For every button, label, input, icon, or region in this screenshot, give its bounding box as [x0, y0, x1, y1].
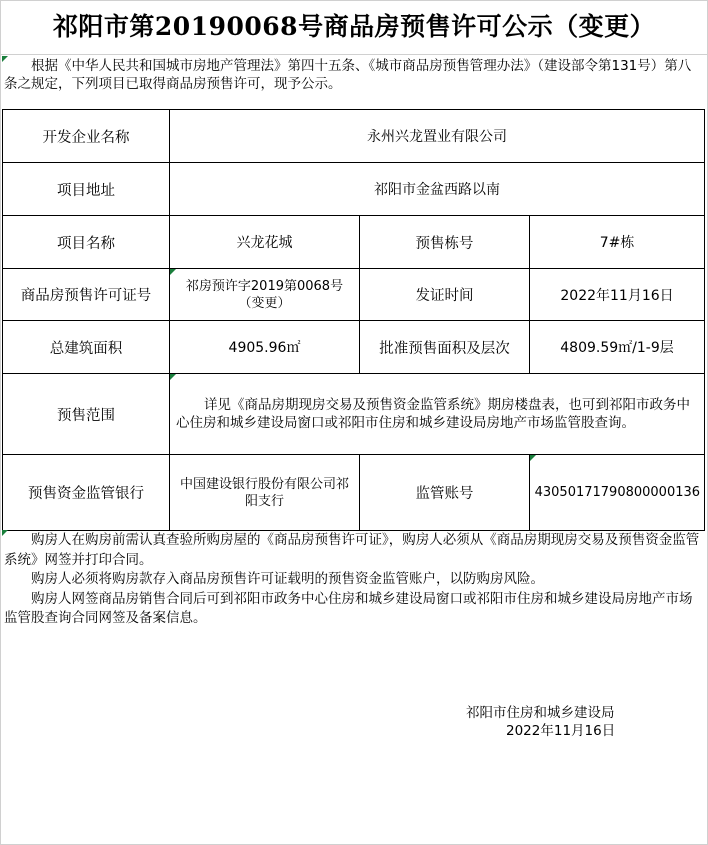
developer-value: 永州兴龙置业有限公司 [170, 110, 705, 163]
project-name-value: 兴龙花城 [170, 216, 360, 269]
table-row [3, 321, 705, 374]
bank-label: 预售资金监管银行 [3, 455, 170, 531]
scope-label: 预售范围 [3, 374, 170, 455]
approved-area-value: 4809.59㎡/1-9层 [530, 321, 705, 374]
page-title: 祁阳市第20190068号商品房预售许可公示（变更） [0, 0, 708, 55]
note-paragraph: 购房人在购房前需认真查验所购房屋的《商品房预售许可证》，购房人必须从《商品房期现房交易及预售资金监管系统》网签并打印合同。 [4, 532, 700, 568]
total-area-label: 总建筑面积 [3, 321, 170, 374]
table-row [3, 163, 705, 216]
address-value: 祁阳市金盆西路以南 [170, 163, 705, 216]
signature-block [466, 704, 615, 740]
signature-org: 祁阳市住房和城乡建设局 [466, 705, 615, 721]
approved-area-label: 批准预售面积及层次 [360, 321, 530, 374]
cell-marker-icon [170, 269, 176, 275]
cell-marker-icon [170, 374, 176, 380]
permit-no-value [170, 269, 360, 321]
table-row [3, 269, 705, 321]
note-paragraph: 购房人网签商品房销售合同后可到祁阳市政务中心住房和城乡建设局窗口或祁阳市住房和城乡建设局房地产市场监管股查询合同网签及备案信息。 [4, 590, 693, 626]
permit-no-label: 商品房预售许可证号 [3, 269, 170, 321]
issue-date-value: 2022年11月16日 [530, 269, 705, 321]
table-row [3, 374, 705, 455]
project-name-label: 项目名称 [3, 216, 170, 269]
signature-date: 2022年11月16日 [506, 723, 616, 739]
account-value [530, 455, 705, 531]
scope-value [170, 374, 705, 455]
permit-table [2, 109, 705, 531]
table-row [3, 455, 705, 531]
note-paragraph: 购房人必须将购房款存入商品房预售许可证载明的预售资金监管账户，以防购房风险。 [31, 571, 544, 587]
table-row [3, 216, 705, 269]
account-label: 监管账号 [360, 455, 530, 531]
total-area-value: 4905.96㎡ [170, 321, 360, 374]
permit-no-text: 祁房预许字2019第0068号（变更） [185, 278, 344, 311]
account-text: 43050171790800000136 [534, 485, 701, 500]
table-row [3, 110, 705, 163]
building-value: 7#栋 [530, 216, 705, 269]
developer-label: 开发企业名称 [3, 110, 170, 163]
intro-paragraph: 根据《中华人民共和国城市房地产管理法》第四十五条、《城市商品房预售管理办法》（建设部令第131号）第八条之规定，下列项目已取得商品房预售许可，现予公示。 [4, 58, 692, 92]
cell-marker-icon [530, 455, 536, 461]
scope-text: 详见《商品房期现房交易及预售资金监管系统》期房楼盘表，也可到祁阳市政务中心住房和城乡建设局窗口或祁阳市住房和城乡建设局房地产市场监管股查询。 [176, 397, 690, 431]
notes-section [4, 531, 700, 629]
building-label: 预售栋号 [360, 216, 530, 269]
bank-value: 中国建设银行股份有限公司祁阳支行 [170, 455, 360, 531]
issue-date-label: 发证时间 [360, 269, 530, 321]
address-label: 项目地址 [3, 163, 170, 216]
